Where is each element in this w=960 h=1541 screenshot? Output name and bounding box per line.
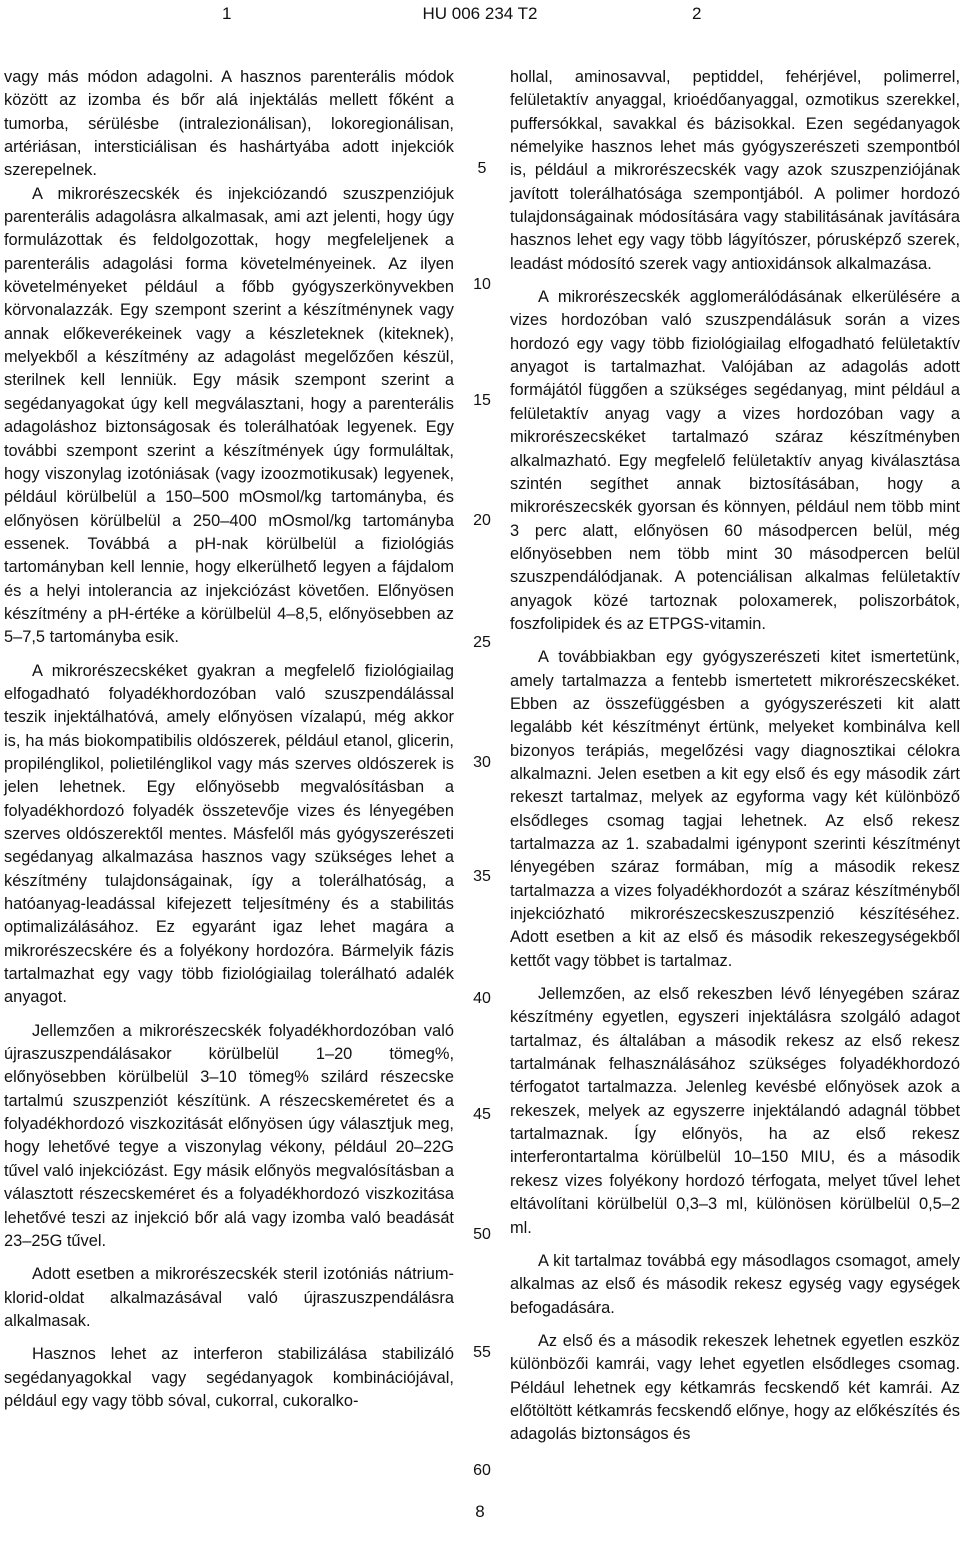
page-number-left: 1 [222,4,232,23]
paragraph: Az első és a második rekeszek lehetnek egyetlen eszköz különbözői kamrái, vagy lehet egyetlen elsődleges csomag. Például lehetnek egy kétkamrás fecskendő két kamrái. Az előtöltött kétkamrás fecskendő előnye, hogy az előkészítés és adagolás biztonságos és [510,1331,960,1444]
line-number: 30 [473,754,491,771]
paragraph: Jellemzően, az első rekeszben lévő lényegében száraz készítmény egyetlen, egyszeri injektálásra szolgáló adagot tartalmaz, és általában a második rekesz az első rekesz tartalmának felhasználásához szükséges folyadékhordozó térfogatot tartalmazza. Jelenleg kevésbé előnyösek azok a rekeszek, melyek az egyszerre injektálandó adagnál többet tartalmaznak. Így előnyös, ha az első rekesz interferontartalma körülbelül 10–150 MIU, és a második rekesz vizes folyékony hordozó térfogata, melyet tűvel lehet eltávolítani körülbelül 0,3–3 ml, különösen körülbelül 0,5–2 ml. [510,985,960,1237]
line-number: 5 [477,160,487,177]
patent-number: HU 006 234 T2 [422,4,538,23]
line-number: 55 [473,1344,491,1361]
paragraph: hollal, aminosavval, peptiddel, fehérjével, polimerrel, felületaktív anyaggal, krioédőanyaggal, ozmotikus szerekkel, puffersókkal, savakkal és bázisokkal. Ezen segédanyagok némelyike hasznos lehet más gyógyszerészeti szempontból is, például a mikrorészecskék vagy azok szuszpenziójának javított tolerálhatósága szempontjából. A polimer hordozó tulajdonságainak módosítására vagy stabilitásának javítására hasznos lehet egy vagy több lágyítószer, pórusképző szerek, leadást módosító szerek vagy antioxidánsok alkalmazása. [510,68,960,273]
paragraph: A mikrorészecskék agglomerálódásának elkerülésére a vizes hordozóban való szuszpendálásuk során a vizes hordozó egy vagy több fiziológiailag elfogadható felületaktív anyagot is tartalmazhat. Valójában az adagolás adott formájától függően a szükséges segédanyag, mint például a felületaktív anyag vagy a vizes hordozóban vagy a mikrorészecskéket tartalmazó száraz készítményben alkalmazható. Egy megfelelő felületaktív anyag kiválasztása szintén segíthet annak biztosításában, hogy a mikrorészecskék gyorsan és könnyen, például nem több mint 3 perc alatt, előnyösen 60 másodpercen belül, még előnyösebben nem több mint 30 másodpercen belül szuszpendálódjanak. A potenciálisan alkalmas felületaktív anyagok közé tartoznak poloxamerek, poliszorbátok, foszfolipidek és az ETPGS-vitamin. [510,288,960,633]
line-number: 10 [473,276,491,293]
paragraph: Adott esetben a mikrorészecskék steril izotóniás nátrium-klorid-oldat alkalmazásával való újraszuszpendálásra alkalmasak. [4,1265,454,1330]
line-number: 15 [473,392,491,409]
left-text-column [4,66,454,1413]
line-number: 35 [473,868,491,885]
right-text-column [510,66,960,1447]
line-number: 60 [473,1462,491,1479]
paragraph: A kit tartalmaz továbbá egy másodlagos csomagot, amely alkalmas az első és második rekesz egység vagy egységek befogadására. [510,1251,960,1317]
paragraph: Jellemzően a mikrorészecskék folyadékhordozóban való újraszuszpendálásakor körülbelül 1–20 tömeg%, előnyösebben körülbelül 3–10 tömeg% szilárd részecske tartalmú szuszpenziót készítünk. A részecskeméretet és a folyadékhordozó viszkozitását előnyösen úgy választjuk meg, hogy lehetővé tegye a viszonylag vékony, például 20–22G tűvel való injekciózást. Egy másik előnyös megvalósításban a választott részecskeméret és a folyadékhordozó viszkozitása lehetővé teszi az injekció bőr alá vagy izomba való beadását 23–25G tűvel. [4,1021,454,1250]
line-number: 40 [473,990,491,1007]
paragraph: Hasznos lehet az interferon stabilizálása stabilizáló segédanyagokkal vagy segédanyagok kombinációjával, például egy vagy több sóval, cukorral, cukoralko- [4,1345,454,1410]
page-footer-number: 8 [475,1502,485,1521]
paragraph: A mikrorészecskék és injekciózandó szuszpenziójuk parenterális adagolásra alkalmasak, ami azt jelenti, hogy úgy formulázottak és feldolgozottak, hogy megfeleljenek a parenterális adagolási forma követelményeinek. Az ilyen követelményeket például a főbb gyógyszerkönyvekben körvonalazzák. Egy szempont szerint a készítménynek vagy annak előkeverékeinek vagy a készleteknek (kiteknek), melyekből a készítmény az adagolást megelőzően készül, sterilnek kell lenniük. Egy másik szempont szerint a segédanyagokat úgy kell megválasztani, hogy a parenterális adagoláshoz biztonságosak és tolerálhatóak legyenek. Egy további szempont szerint a készítmények úgy formuláltak, hogy viszonylag izotóniásak (vagy izoozmotikusak) legyenek, például körülbelül a 150–500 mOsmol/kg tartományba, és előnyösen körülbelül a 250–400 mOsmol/kg tartományba essenek. Továbbá a pH-nak körülbelül a fiziológiás tartományban kell lennie, hogy elkerülhető legyen a fájdalom és a helyi intolerancia az injekciózást követően. Előnyösen készítmény a pH-értéke a körülbelül 4–8,5, előnyösebben az 5–7,5 tartományba esik. [4,184,454,647]
page-number-right: 2 [692,4,702,23]
line-number: 50 [473,1226,491,1243]
line-number: 25 [473,634,491,651]
line-number: 45 [473,1106,491,1123]
paragraph: A mikrorészecskéket gyakran a megfelelő fiziológiailag elfogadható folyadékhordozóban való szuszpendálással teszik injektálhatóvá, amely előnyösen vízalapú, még akkor is, ha más biokompatibilis oldószerek, például etanol, glicerin, propilénglikol, polietilénglikol vagy más szerves oldószerek is jelen lehetnek. Egy előnyösebb megvalósításban a folyadékhordozó folyadék összetevője vizes és lényegében szerves oldószerektől mentes. Másfelől más gyógyszerészeti segédanyag alkalmazása hasznos vagy szükséges lehet a készítmény tulajdonságainak, így a tolerálhatóság, a hatóanyag-leadással kifejezett teljesítmény és a stabilitás optimalizálásához. Ez egyaránt igaz lehet magára a mikrorészecskére és a folyékony hordozóra. Bármelyik fázis tartalmazhat egy vagy több fiziológiailag tolerálható adalék anyagot. [4,661,454,1007]
paragraph: A továbbiakban egy gyógyszerészeti kitet ismertetünk, amely tartalmazza a fentebb ismertetett mikrorészecskéket. Ebben az összefüggésben a gyógyszerészeti kit alatt legalább két készítményt értünk, melyeket kombinálva kell bizonyos terápiás, megelőzési vagy diagnosztikai célokra alkalmazni. Jelen esetben a kit egy első és egy második zárt rekeszt tartalmaz, melyek az egyforma vagy két különböző elsődleges csomag tagjai lehetnek. Az első rekesz tartalmazza az 1. szabadalmi igénypont szerinti készítményt lényegében száraz formában, míg a második rekesz tartalmazza a vizes folyadékhordozót a száraz készítményből injekciózható mikrorészecskeszuszpenzió készítéséhez. Adott esetben a kit az első és második rekeszegységekből kettőt vagy többet is tartalmaz. [510,648,960,970]
paragraph: vagy más módon adagolni. A hasznos parenterális módok között az izomba és bőr alá injektálás mellett főként a tumorba, sérülésbe (intralezionálisan), lokoregionálisan, artériásan, intersticiálisan és hashártyába adott injekciók szerepelnek. [4,68,454,180]
line-number: 20 [473,512,491,529]
